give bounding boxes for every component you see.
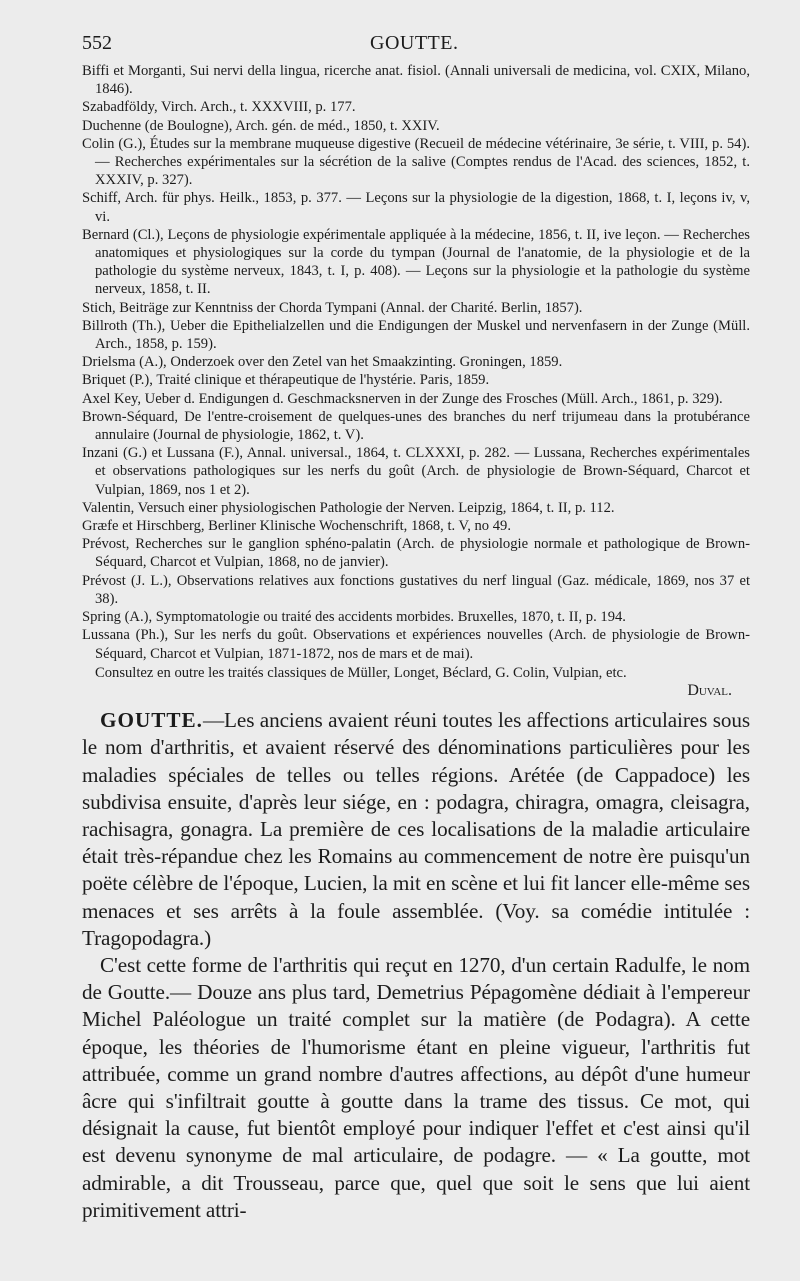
bibliography-entry: Inzani (G.) et Lussana (F.), Annal. universal., 1864, t. CLXXXI, p. 282. — Lussana, Recherches expérimentales et observations pathologiques sur les nerfs du goût (Arch. de physiologie de Brown-Séquard, Charcot et Vulpian, 1869, nos 1 et 2).: [82, 445, 750, 498]
bibliography-entry: Valentin, Versuch einer physiologischen Pathologie der Nerven. Leipzig, 1864, t. II, p. 112.: [82, 499, 615, 516]
bibliography-entry: Drielsma (A.), Onderzoek over den Zetel van het Smaakzinting. Groningen, 1859.: [82, 354, 563, 371]
bibliography-entry: Duchenne (de Boulogne), Arch. gén. de méd., 1850, t. XXIV.: [82, 117, 440, 134]
bibliography-entry: Briquet (P.), Traité clinique et thérapeutique de l'hystérie. Paris, 1859.: [82, 372, 490, 389]
bibliography: [82, 62, 750, 700]
bibliography-entry: Axel Key, Ueber d. Endigungen d. Geschmacksnerven in der Zunge des Frosches (Müll. Arch., 1861, p. 329).: [82, 390, 723, 407]
page-header: [82, 30, 750, 60]
bibliography-entry: Bernard (Cl.), Leçons de physiologie expérimentale appliquée à la médecine, 1856, t. II, ive leçon. — Recherches anatomiques et physiologiques sur la corde du tympan (Journal de l'anatomie, de la physiologie et de la pathologie du système nerveux, 1843, t. I, p. 408). — Leçons sur la physiologie et la pathologie du système nerveux, 1858, t. II.: [82, 226, 750, 298]
page-number: 552: [82, 32, 112, 54]
bibliography-entry: Billroth (Th.), Ueber die Epithelialzellen und die Endigungen der Muskel und nervenfasern in der Zunge (Müll. Arch., 1858, p. 159).: [82, 317, 750, 353]
bibliography-entry: Stich, Beiträge zur Kenntniss der Chorda Tympani (Annal. der Charité. Berlin, 1857).: [82, 299, 583, 316]
bibliography-entry: Colin (G.), Études sur la membrane muqueuse digestive (Recueil de médecine vétérinaire, 3e série, t. VIII, p. 54). — Recherches expérimentales sur la sécrétion de la salive (Comptes rendus de l'Acad. des sciences, 1852, t. XXXIV, p. 327).: [82, 135, 750, 189]
head-word: GOUTTE.: [100, 708, 203, 733]
running-title: GOUTTE.: [370, 32, 459, 54]
bibliography-entry: Brown-Séquard, De l'entre-croisement de quelques-unes des branches du nerf trijumeau dans la protubérance annulaire (Journal de physiologie, 1862, t. V).: [82, 408, 750, 444]
bibliography-entry: Spring (A.), Symptomatologie ou traité des accidents morbides. Bruxelles, 1870, t. II, p. 194.: [82, 609, 626, 626]
bibliography-entry: Græfe et Hirschberg, Berliner Klinische Wochenschrift, 1868, t. V, no 49.: [82, 518, 511, 535]
bibliography-entry: Prévost, Recherches sur le ganglion sphéno-palatin (Arch. de physiologie normale et pathologique de Brown-Séquard, Charcot et Vulpian, 1868, no de janvier).: [82, 536, 750, 571]
article-paragraph: C'est cette forme de l'arthritis qui reçut en 1270, d'un certain Radulfe, le nom de Goutte.— Douze ans plus tard, Demetrius Pépagomène dédiait à l'empereur Michel Paléologue un traité complet sur la matière (de Podagra). A cette époque, les théories de l'humorisme étant en pleine vigueur, l'arthritis fut attribuée, comme un grand nombre d'autres affections, au dépôt d'une humeur âcre qui s'infiltrait goutte à goutte dans la trame des tissus. Ce mot, qui désignait la cause, fut bientôt employé pour indiquer l'effet et c'est ainsi qu'il est devenu synonyme de mal articulaire, de podagre. — « La goutte, mot admirable, a dit Trousseau, parce que, quel que soit le sens que lui aient primitivement attri-: [82, 952, 750, 1222]
bibliography-entry: Prévost (J. L.), Observations relatives aux fonctions gustatives du nerf lingual (Gaz. médicale, 1869, nos 37 et 38).: [82, 572, 750, 607]
bibliography-entry: Lussana (Ph.), Sur les nerfs du goût. Observations et expériences nouvelles (Arch. de physiologie de Brown-Séquard, Charcot et Vulpian, 1871-1872, nos de mars et de mai).: [82, 627, 750, 662]
paragraph-text: —Les anciens avaient réuni toutes les affections articulaires sous le nom d'arthritis, et avaient réservé des dénominations particulières pour les maladies spéciales de telles ou telles régions. Arétée (de Cappadoce) les subdivisa ensuite, d'après leur siége, en : podagra, chiragra, omagra, cleisagra, rachisagra, gonagra. La première de ces localisations de la maladie articulaire était très-répandue chez les Romains au commencement de notre ère puisqu'un poëte célèbre de l'époque, Lucien, la mit en scène et lui fit lancer elle-même ses menaces et ses arrêts à la foule assemblée. (Voy. sa comédie intitulée : Tragopodagra.): [82, 708, 750, 950]
article-goutte: [82, 707, 750, 1224]
author-signature: Duval.: [687, 681, 732, 699]
consult-note: Consultez en outre les traités classiques de Müller, Longet, Béclard, G. Colin, Vulpian, etc.: [95, 664, 627, 681]
bibliography-entry: Szabadföldy, Virch. Arch., t. XXXVIII, p. 177.: [82, 99, 356, 116]
bibliography-entry: Biffi et Morganti, Sui nervi della lingua, ricerche anat. fisiol. (Annali universali de medicina, vol. CXIX, Milano, 1846).: [82, 63, 750, 98]
article-paragraph: [82, 707, 750, 952]
bibliography-entry: Schiff, Arch. für phys. Heilk., 1853, p. 377. — Leçons sur la physiologie de la digestion, 1868, t. I, leçons iv, v, vi.: [82, 190, 750, 225]
